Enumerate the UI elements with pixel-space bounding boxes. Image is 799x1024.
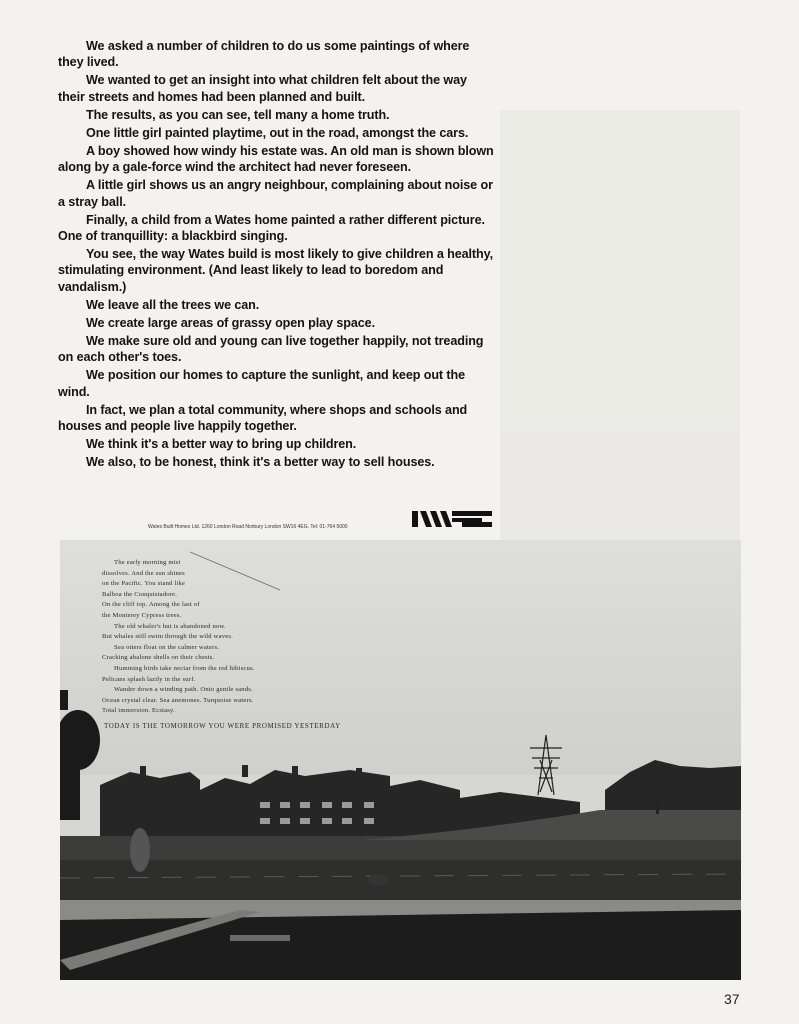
paragraph: We make sure old and young can live together happily, not treading on each other's toes. <box>58 333 484 365</box>
paragraph: We create large areas of grassy open play space. <box>86 315 375 330</box>
housing-estate-scene <box>60 540 741 980</box>
paragraph: The results, as you can see, tell many a home truth. <box>86 107 390 122</box>
road <box>60 860 741 900</box>
paragraph: We think it's a better way to bring up children. <box>86 437 357 452</box>
poem-line: Total immersion. Ecstasy. <box>102 707 175 715</box>
paragraph: You see, the way Wates build is most likely to give children a healthy, stimulating environment. (And least likely to lead to boredom and vandalism.) <box>58 247 493 294</box>
poem-line: the Monterey Cypress trees. <box>102 611 182 619</box>
paragraph: We asked a number of children to do us some paintings of where they lived. <box>58 39 470 70</box>
poem-line: Humming birds take nectar from the red hibiscus. <box>114 664 255 672</box>
company-address: Wates Built Homes Ltd. 1260 London Road Norbury London SW16 4EG. Tel: 01-764 5000 <box>148 524 348 530</box>
pedestrian <box>656 802 659 814</box>
low-wall <box>230 935 290 941</box>
foreground-shrubs <box>60 910 741 980</box>
paragraph: A boy showed how windy his estate was. An old man is shown blown along by a gale-force wind the architect had never foreseen. <box>58 143 494 175</box>
poem-line: On the cliff top. Among the last of <box>102 601 200 609</box>
show-through-area <box>500 110 740 430</box>
poem-line: The old whaler's hut is abandoned now. <box>114 622 226 630</box>
show-through-area-lower <box>500 430 740 540</box>
poem-line: Wander down a winding path. Onto gentle sands. <box>114 686 253 694</box>
blurred-cyclist <box>130 828 150 872</box>
poem-line: dissolves. And the sun shines <box>102 569 185 577</box>
paragraph: We wanted to get an insight into what children felt about the way their streets and homes had been planned and built. <box>58 73 467 104</box>
paragraph: Finally, a child from a Wates home painted a rather different picture. One of tranquillity: a blackbird singing. <box>58 212 485 244</box>
poem-line: But whales still swim through the wild waves. <box>102 633 233 641</box>
tree-left <box>60 690 100 820</box>
paragraph: We also, to be honest, think it's a better way to sell houses. <box>86 455 435 470</box>
paragraph: One little girl painted playtime, out in the road, amongst the cars. <box>86 125 469 140</box>
paragraph: We position our homes to capture the sunlight, and keep out the wind. <box>58 368 465 399</box>
wates-logo <box>412 509 492 529</box>
poem-line: Balboa the Conquistadore. <box>102 590 178 598</box>
poem-line: Ocean crystal clear. Sea anemones. Turquoise waters. <box>102 696 254 704</box>
electricity-pylon <box>530 735 562 795</box>
poem-line: Pelicans splash lazily in the surf. <box>102 675 196 683</box>
estate-photograph <box>60 540 741 980</box>
page-number: 37 <box>724 991 740 1007</box>
poem-line: Sea otters float on the calmer waters. <box>114 643 220 651</box>
poem-line: Cracking abalone shells on their chests. <box>102 654 215 662</box>
stray-line <box>190 552 280 590</box>
paragraph: We leave all the trees we can. <box>86 297 260 312</box>
advert-body-copy <box>58 38 494 472</box>
poem-tagline: TODAY IS THE TOMORROW YOU WERE PROMISED YESTERDAY <box>104 722 341 730</box>
paragraph: In fact, we plan a total community, where shops and schools and houses and people live happily together. <box>58 402 468 434</box>
poem-line: on the Pacific. You stand like <box>102 580 186 588</box>
poem-line: The early morning mist <box>114 559 181 566</box>
paragraph: A little girl shows us an angry neighbour, complaining about noise or a stray ball. <box>58 178 493 209</box>
dog <box>368 874 388 886</box>
